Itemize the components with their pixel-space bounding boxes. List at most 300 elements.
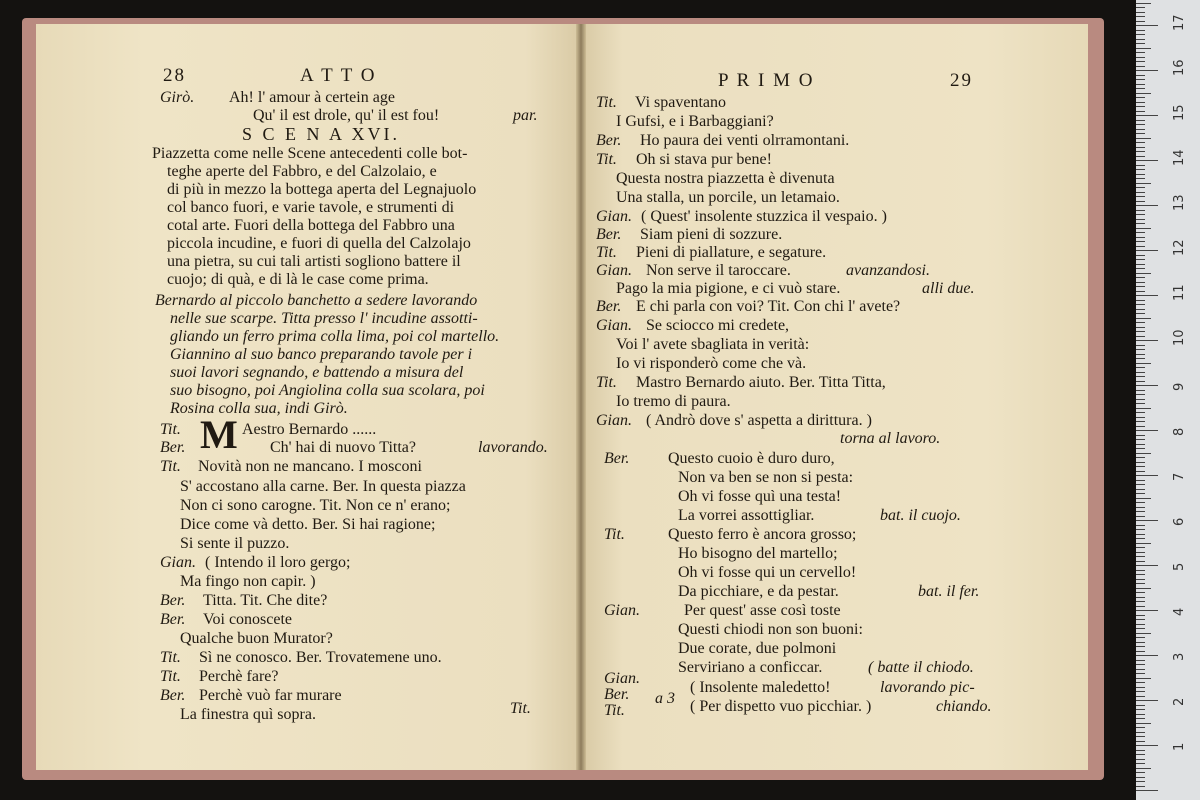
ruler-tick [1136,484,1145,485]
verse-line: Ah! l' amour à certein age [229,89,395,106]
ruler-tick [1136,381,1145,382]
ruler-tick [1136,660,1145,661]
book-gutter [576,24,586,770]
ruler-number: 12 [1172,239,1187,256]
ruler-tick [1136,561,1145,562]
ruler-tick [1136,475,1158,476]
verse-line: Ho paura dei venti olrramontani. [640,132,850,149]
ruler-tick [1136,327,1145,328]
ruler-tick [1136,754,1145,755]
verse-line: Voi conoscete [203,611,293,628]
ruler-number: 3 [1172,652,1187,661]
ruler-tick [1136,66,1145,67]
ruler-tick [1136,48,1151,49]
ruler-tick [1136,75,1145,76]
verse-line: Da picchiare, e da pestar. [678,583,839,600]
stage-direction: lavorando. [478,439,548,456]
ruler-tick [1136,169,1145,170]
verse-line: Qualche buon Murator? [180,630,333,647]
verse-line: S' accostano alla carne. Ber. In questa piazza [180,478,466,495]
verse-line: Qu' il est drole, qu' il est fou! [253,107,440,124]
ruler-tick [1136,547,1145,548]
ruler-tick [1136,264,1145,265]
ruler-tick [1136,133,1145,134]
verse-line: Questa nostra piazzetta è divenuta [616,170,835,187]
ruler-tick [1136,507,1145,508]
ruler-tick [1136,16,1145,17]
ruler-tick [1136,142,1145,143]
ruler-number: 7 [1172,472,1187,481]
speaker: Tit. [160,421,181,438]
ruler-tick [1136,642,1145,643]
stage-direction: bat. il fer. [918,583,980,600]
ruler-tick [1136,358,1145,359]
ruler-tick [1136,165,1145,166]
ruler-tick [1136,538,1145,539]
prose-line: teghe aperte del Fabbro, e del Calzolaio, e [167,163,437,180]
ruler-tick [1136,579,1145,580]
ruler-tick [1136,246,1145,247]
stage-direction: bat. il cuojo. [880,507,961,524]
ruler-tick [1136,237,1145,238]
ruler-tick [1136,759,1145,760]
ruler-tick [1136,763,1145,764]
stage-direction: torna al lavoro. [840,430,941,447]
prose-line: una pietra, su cui tali artisti sogliono battere il [167,253,461,270]
ruler-tick [1136,111,1145,112]
ruler-tick [1136,30,1145,31]
verse-line: Aestro Bernardo ...... [242,421,377,438]
stage-line: suo bisogno, poi Angiolina colla sua scolara, poi [170,382,485,399]
ruler-tick [1136,196,1145,197]
verse-line: E chi parla con voi? Tit. Con chi l' avete? [636,298,901,315]
speaker: Gian. [596,208,632,225]
stage-line: Bernardo al piccolo banchetto a sedere lavorando [155,292,478,309]
ruler-tick [1136,786,1145,787]
ruler-tick [1136,354,1145,355]
ruler-tick [1136,565,1158,566]
ruler-tick [1136,21,1145,22]
ruler-tick [1136,718,1145,719]
stage-direction: ( batte il chiodo. [868,659,974,676]
ruler-tick [1136,345,1145,346]
ruler-tick [1136,741,1145,742]
ruler-tick [1136,502,1145,503]
verse-line: ( Quest' insolente stuzzica il vespaio. ) [641,208,887,225]
ruler-tick [1136,385,1158,386]
ruler-number: 10 [1172,329,1187,346]
ruler-tick [1136,241,1145,242]
ruler-tick [1136,664,1145,665]
ruler-tick [1136,714,1145,715]
ruler-tick [1136,480,1145,481]
speaker: Tit. [604,526,625,543]
stage-line: Giannino al suo banco preparando tavole per i [170,346,473,363]
ruler-tick [1136,250,1158,251]
stage-direction: chiando. [936,698,992,715]
ruler-tick [1136,201,1145,202]
prose-line: di più in mezzo la bottega aperta del Legnajuolo [167,181,477,198]
verse-line: Pieni di piallature, e segature. [636,244,827,261]
ruler-number: 2 [1172,697,1187,706]
verse-line: ( Andrò dove s' aspetta a dirittura. ) [646,412,872,429]
ruler-tick [1136,318,1151,319]
verse-line: Oh vi fosse qui un cervello! [678,564,857,581]
ruler-tick [1136,282,1145,283]
stage-line: gliando un ferro prima colla lima, poi col martello. [170,328,500,345]
stage-line: suoi lavori segnando, e battendo a misura del [170,364,464,381]
ruler-tick [1136,151,1145,152]
running-head-right: P R I M O [718,70,815,91]
ruler-tick [1136,363,1151,364]
ruler-number: 4 [1172,607,1187,616]
speaker: Ber. [596,132,622,149]
ruler-tick [1136,187,1145,188]
ruler-tick [1136,430,1158,431]
ruler-tick [1136,34,1145,35]
ruler-tick [1136,277,1145,278]
stage-direction: avanzandosi. [846,262,930,279]
ruler-tick [1136,723,1151,724]
speaker: Gian. [596,262,632,279]
speaker: Ber. [160,439,186,456]
speaker: Tit. [596,244,617,261]
ruler-tick [1136,646,1145,647]
ruler-tick [1136,556,1145,557]
ruler-tick [1136,120,1145,121]
ruler-tick [1136,291,1145,292]
ruler-tick [1136,25,1158,26]
ruler-tick [1136,651,1145,652]
ruler-tick [1136,210,1145,211]
verse-line: Questo cuoio è duro duro, [668,450,835,467]
stage-direction: alli due. [922,280,975,297]
ruler-tick [1136,696,1145,697]
ruler-tick [1136,255,1145,256]
speaker: Ber. [604,450,630,467]
ruler-tick [1136,304,1145,305]
verse-line: Non va ben se non si pesta: [678,469,854,486]
stage-direction: lavorando pic- [880,679,975,696]
ruler-tick [1136,682,1145,683]
ruler-tick [1136,219,1145,220]
ruler-number: 8 [1172,427,1187,436]
ruler-tick [1136,183,1151,184]
ruler-tick [1136,129,1145,130]
prose-line: cotal arte. Fuori della bottega del Fabbro una [167,217,455,234]
verse-line: ( Insolente maledetto! [690,679,831,696]
ruler-tick [1136,3,1151,4]
ruler-tick [1136,97,1145,98]
ruler-tick [1136,313,1145,314]
verse-line: I Gufsi, e i Barbaggiani? [616,113,774,130]
ruler-tick [1136,633,1151,634]
ruler-tick [1136,583,1145,584]
ruler-tick [1136,309,1145,310]
measurement-ruler [1136,0,1200,800]
scene-heading: S C E N A XVI. [242,124,401,144]
ruler-tick [1136,705,1145,706]
speaker: Gian. [604,602,640,619]
ruler-tick [1136,160,1158,161]
ruler-tick [1136,336,1145,337]
ruler-tick [1136,273,1151,274]
ruler-number: 11 [1172,284,1187,301]
ruler-number: 5 [1172,562,1187,571]
ruler-tick [1136,435,1145,436]
ruler-tick [1136,61,1145,62]
speaker: Gian. [160,554,196,571]
ruler-tick [1136,421,1145,422]
ruler-tick [1136,673,1145,674]
verse-line: Questi chiodi non son buoni: [678,621,863,638]
ruler-tick [1136,399,1145,400]
ruler-tick [1136,417,1145,418]
ruler-tick [1136,232,1145,233]
verse-line: Questo ferro è ancora grosso; [668,526,857,543]
ruler-number: 14 [1172,149,1187,166]
ruler-tick [1136,655,1158,656]
ruler-tick [1136,300,1145,301]
ruler-tick [1136,403,1145,404]
speaker: Ber. [160,611,186,628]
verse-line: Pago la mia pigione, e ci vuò stare. [616,280,841,297]
verse-line: Due corate, due polmoni [678,640,837,657]
ruler-tick [1136,408,1151,409]
ruler-tick [1136,444,1145,445]
speaker: Ber. [596,226,622,243]
running-head-left: A T T O [300,65,377,86]
ruler-tick [1136,115,1158,116]
ruler-tick [1136,552,1145,553]
ruler-tick [1136,574,1145,575]
ruler-number: 15 [1172,104,1187,121]
prose-line: piccola incudine, e fuori di quella del Calzolajo [167,235,471,252]
ruler-tick [1136,228,1151,229]
prose-line: Piazzetta come nelle Scene antecedenti colle bot- [152,145,468,162]
ruler-tick [1136,12,1145,13]
ruler-tick [1136,39,1145,40]
ruler-tick [1136,205,1158,206]
ruler-tick [1136,525,1145,526]
verse-line: Io tremo di paura. [616,393,731,410]
verse-line: Ch' hai di nuovo Titta? [270,439,417,456]
ruler-tick [1136,462,1145,463]
ruler-tick [1136,529,1145,530]
ruler-number: 16 [1172,59,1187,76]
speaker: Tit. [596,151,617,168]
speaker: Tit. [160,458,181,475]
ruler-tick [1136,471,1145,472]
ruler-tick [1136,592,1145,593]
ruler-tick [1136,52,1145,53]
ruler-tick [1136,777,1145,778]
ruler-tick [1136,192,1145,193]
verse-line: Ma fingo non capir. ) [180,573,316,590]
ruler-number: 13 [1172,194,1187,211]
ruler-tick [1136,543,1151,544]
verse-line: ( Per dispetto vuo picchiar. ) [690,698,872,715]
ruler-tick [1136,367,1145,368]
ruler-tick [1136,606,1145,607]
ruler-tick [1136,259,1145,260]
ruler-tick [1136,745,1158,746]
ruler-tick [1136,498,1151,499]
ruler-tick [1136,372,1145,373]
ruler-tick [1136,493,1145,494]
ruler-tick [1136,178,1145,179]
ruler-tick [1136,516,1145,517]
ruler-tick [1136,790,1158,791]
speaker: Tit. [604,702,625,719]
ruler-tick [1136,570,1145,571]
speaker: Girò. [160,89,195,106]
stage-direction: par. [513,107,538,124]
ruler-tick [1136,489,1145,490]
ruler-tick [1136,534,1145,535]
ruler-tick [1136,637,1145,638]
page-number-right: 29 [950,70,973,91]
ruler-tick [1136,453,1151,454]
ruler-tick [1136,628,1145,629]
ruler-tick [1136,448,1145,449]
ruler-tick [1136,93,1151,94]
ruler-tick [1136,268,1145,269]
ruler-tick [1136,750,1145,751]
ruler-tick [1136,772,1145,773]
ruler-tick [1136,426,1145,427]
ruler-tick [1136,102,1145,103]
ruler-number: 9 [1172,382,1187,391]
ruler-number: 6 [1172,517,1187,526]
page-number-left: 28 [163,65,186,86]
ruler-number: 1 [1172,742,1187,751]
speaker: Tit. [160,649,181,666]
ruler-number: 17 [1172,14,1187,31]
ruler-tick [1136,700,1158,701]
ruler-tick [1136,214,1145,215]
ruler-tick [1136,156,1145,157]
ruler-tick [1136,619,1145,620]
verse-line: ( Intendo il loro gergo; [205,554,351,571]
verse-line: Oh vi fosse quì una testa! [678,488,842,505]
ruler-tick [1136,727,1145,728]
prose-line: cuojo; di quà, e di là le case come prima. [167,271,429,288]
verse-line: Perchè vuò far murare [199,687,342,704]
ruler-tick [1136,781,1145,782]
ruler-tick [1136,736,1145,737]
speaker: Ber. [160,687,186,704]
ruler-tick [1136,768,1151,769]
verse-line: Se sciocco mi credete, [646,317,790,334]
speaker: Ber. [596,298,622,315]
speaker: Ber. [160,592,186,609]
drop-initial: M [200,412,238,457]
verse-line: Io vi risponderò come che và. [616,355,807,372]
speaker: Gian. [596,412,632,429]
stage-line: nelle sue scarpe. Titta presso l' incudine assotti- [170,310,478,327]
ruler-tick [1136,687,1145,688]
verse-line: Vi spaventano [635,94,727,111]
verse-line: Novità non ne mancano. I mosconi [198,458,422,475]
ruler-tick [1136,691,1145,692]
ruler-tick [1136,322,1145,323]
verse-line: Siam pieni di sozzure. [640,226,783,243]
catchword: Tit. [510,700,531,717]
ruler-tick [1136,70,1158,71]
ruler-tick [1136,597,1145,598]
ruler-tick [1136,732,1145,733]
ruler-tick [1136,601,1145,602]
ruler-tick [1136,138,1151,139]
prose-line: col banco fuori, e varie tavole, e strumenti di [167,199,455,216]
verse-line: Serviriano a conficcar. [678,659,823,676]
a-tre-marker: a 3 [655,690,675,707]
ruler-tick [1136,340,1158,341]
ruler-tick [1136,709,1145,710]
ruler-tick [1136,124,1145,125]
verse-line: Non ci sono carogne. Tit. Non ce n' erano; [180,497,451,514]
ruler-tick [1136,624,1145,625]
ruler-tick [1136,84,1145,85]
speaker: Gian. [596,317,632,334]
verse-line: Oh si stava pur bene! [636,151,772,168]
verse-line: La vorrei assottigliar. [678,507,815,524]
ruler-tick [1136,147,1145,148]
ruler-tick [1136,286,1145,287]
ruler-tick [1136,79,1145,80]
verse-line: Perchè fare? [199,668,279,685]
verse-line: Non serve il taroccare. [646,262,791,279]
verse-line: Per quest' asse così toste [684,602,841,619]
ruler-tick [1136,615,1145,616]
ruler-tick [1136,174,1145,175]
ruler-tick [1136,669,1145,670]
stage-line: Rosina colla sua, indi Girò. [170,400,348,417]
ruler-tick [1136,439,1145,440]
ruler-tick [1136,678,1151,679]
ruler-tick [1136,457,1145,458]
ruler-tick [1136,412,1145,413]
ruler-tick [1136,376,1145,377]
ruler-tick [1136,390,1145,391]
ruler-tick [1136,295,1158,296]
verse-line: Titta. Tit. Che dite? [203,592,328,609]
ruler-tick [1136,349,1145,350]
speaker: Ber. [604,686,630,703]
ruler-tick [1136,466,1145,467]
speaker: Tit. [596,374,617,391]
ruler-tick [1136,88,1145,89]
verse-line: Si sente il puzzo. [180,535,290,552]
ruler-tick [1136,223,1145,224]
ruler-tick [1136,511,1145,512]
verse-line: Ho bisogno del martello; [678,545,838,562]
verse-line: Una stalla, un porcile, un letamaio. [616,189,840,206]
verse-line: Sì ne conosco. Ber. Trovatemene uno. [199,649,442,666]
verse-line: Dice come và detto. Ber. Si hai ragione; [180,516,436,533]
ruler-tick [1136,106,1145,107]
verse-line: La finestra quì sopra. [180,706,316,723]
speaker: Gian. [604,670,640,687]
verse-line: Voi l' avete sbagliata in verità: [616,336,810,353]
speaker: Tit. [596,94,617,111]
ruler-tick [1136,520,1158,521]
ruler-tick [1136,331,1145,332]
verse-line: Mastro Bernardo aiuto. Ber. Titta Titta, [636,374,886,391]
ruler-tick [1136,7,1145,8]
ruler-tick [1136,57,1145,58]
